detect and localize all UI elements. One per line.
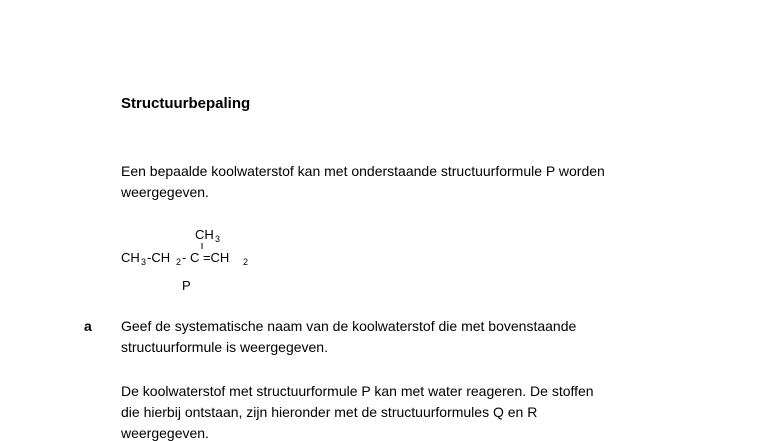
question-line: Geef de systematische naam van de koolwaterstof die met bovenstaande [121,318,577,334]
formula-chain-part: -CH [147,250,171,265]
intro-line: weergegeven. [121,184,209,200]
formula-top-group: CH [195,227,214,242]
intro-line: Een bepaalde koolwaterstof kan met onderstaande structuurformule P worden [121,163,605,179]
question-a-text [121,316,681,358]
followup-line: De koolwaterstof met structuurformule P kan met water reageren. De stoffen [121,383,594,399]
formula-chain-part: - C =CH [182,250,230,265]
question-label: a [84,318,92,334]
formula-top-group-subscript: 3 [215,234,221,244]
intro-paragraph [121,161,681,203]
formula-chain-part: CH [121,250,140,265]
structural-formula-p [116,222,276,302]
followup-line: weergegeven. [121,425,209,441]
formula-chain-subscript: 3 [141,257,147,267]
formula-chain-subscript: 2 [243,257,249,267]
document-title: Structuurbepaling [121,95,251,112]
followup-line: die hierbij ontstaan, zijn hieronder met de structuurformules Q en R [121,404,538,420]
formula-label: P [182,278,191,293]
followup-paragraph [121,381,681,441]
question-line: structuurformule is weergegeven. [121,339,328,355]
formula-chain-subscript: 2 [176,257,182,267]
